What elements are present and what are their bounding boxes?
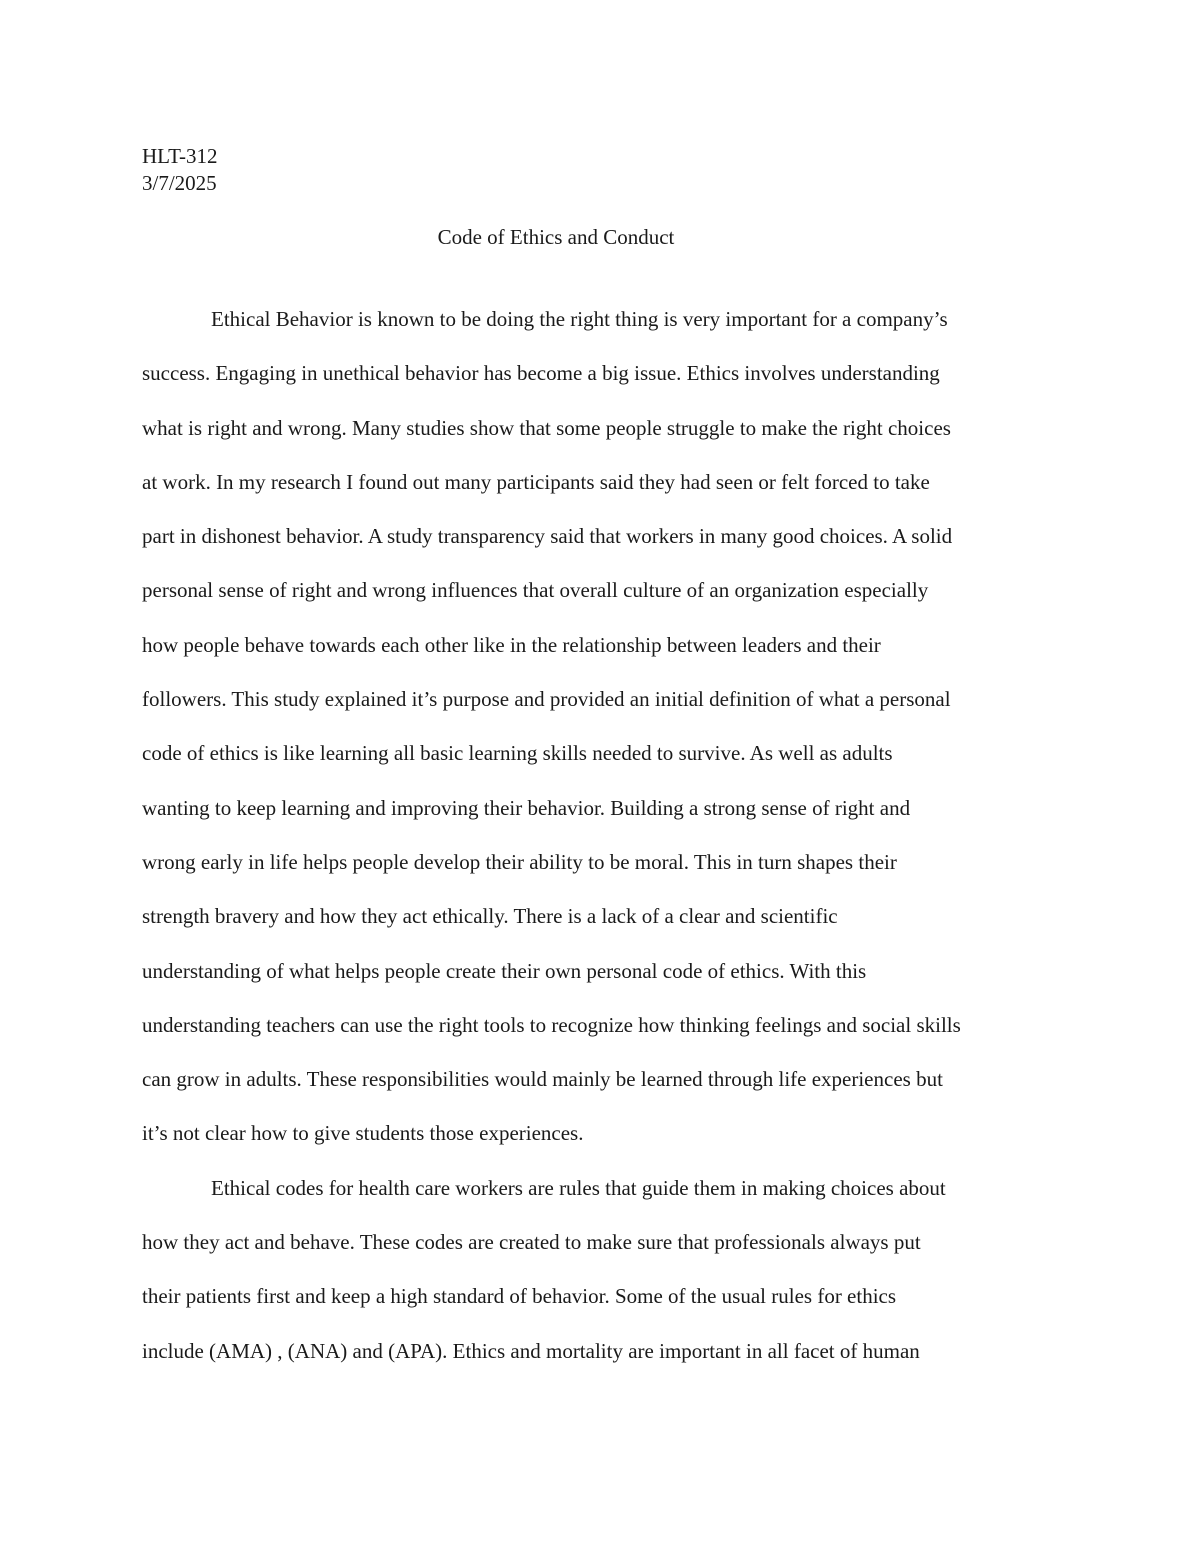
paragraph-1-line: can grow in adults. These responsibilities would mainly be learned through life experiences but <box>142 1067 943 1092</box>
paragraph-2-line: include (AMA) , (ANA) and (APA). Ethics and mortality are important in all facet of human <box>142 1338 920 1363</box>
paragraph-1-line: it’s not clear how to give students those experiences. <box>142 1121 584 1146</box>
paragraph-1-line: at work. In my research I found out many participants said they had seen or felt forced to take <box>142 469 930 494</box>
paragraph-1-line: strength bravery and how they act ethically. There is a lack of a clear and scientific <box>142 904 838 929</box>
paragraph-1-line: understanding teachers can use the right tools to recognize how thinking feelings and social skills <box>142 1012 961 1037</box>
document-date: 3/7/2025 <box>142 171 217 195</box>
paragraph-1-line: what is right and wrong. Many studies show that some people struggle to make the right choices <box>142 415 951 440</box>
paragraph-1-line: personal sense of right and wrong influences that overall culture of an organization especially <box>142 578 929 603</box>
paragraph-2-line: their patients first and keep a high standard of behavior. Some of the usual rules for ethics <box>142 1284 897 1309</box>
paragraph-1-line: wanting to keep learning and improving their behavior. Building a strong sense of right and <box>142 795 911 820</box>
paragraph-1-line: wrong early in life helps people develop their ability to be moral. This in turn shapes their <box>142 849 897 874</box>
paragraph-1-line: followers. This study explained it’s purpose and provided an initial definition of what a personal <box>142 687 951 712</box>
paragraph-1-line: Ethical Behavior is known to be doing the right thing is very important for a company’s <box>211 307 948 331</box>
paragraph-1-line: success. Engaging in unethical behavior has become a big issue. Ethics involves understanding <box>142 361 940 386</box>
paragraph-1-line: understanding of what helps people create their own personal code of ethics. With this <box>142 958 867 983</box>
paragraph-1-line: part in dishonest behavior. A study transparency said that workers in many good choices. A solid <box>142 524 953 549</box>
paragraph-2-line: Ethical codes for health care workers are rules that guide them in making choices about <box>211 1175 946 1200</box>
course-code: HLT-312 <box>142 144 218 168</box>
paragraph-2-line: how they act and behave. These codes are created to make sure that professionals always put <box>142 1230 921 1255</box>
paragraph-1-line: how people behave towards each other like in the relationship between leaders and their <box>142 632 881 657</box>
document-body <box>142 292 1072 1378</box>
paragraph-1-line: code of ethics is like learning all basic learning skills needed to survive. As well as adults <box>142 741 893 766</box>
document-title: Code of Ethics and Conduct <box>437 225 675 249</box>
document-header <box>142 143 217 197</box>
